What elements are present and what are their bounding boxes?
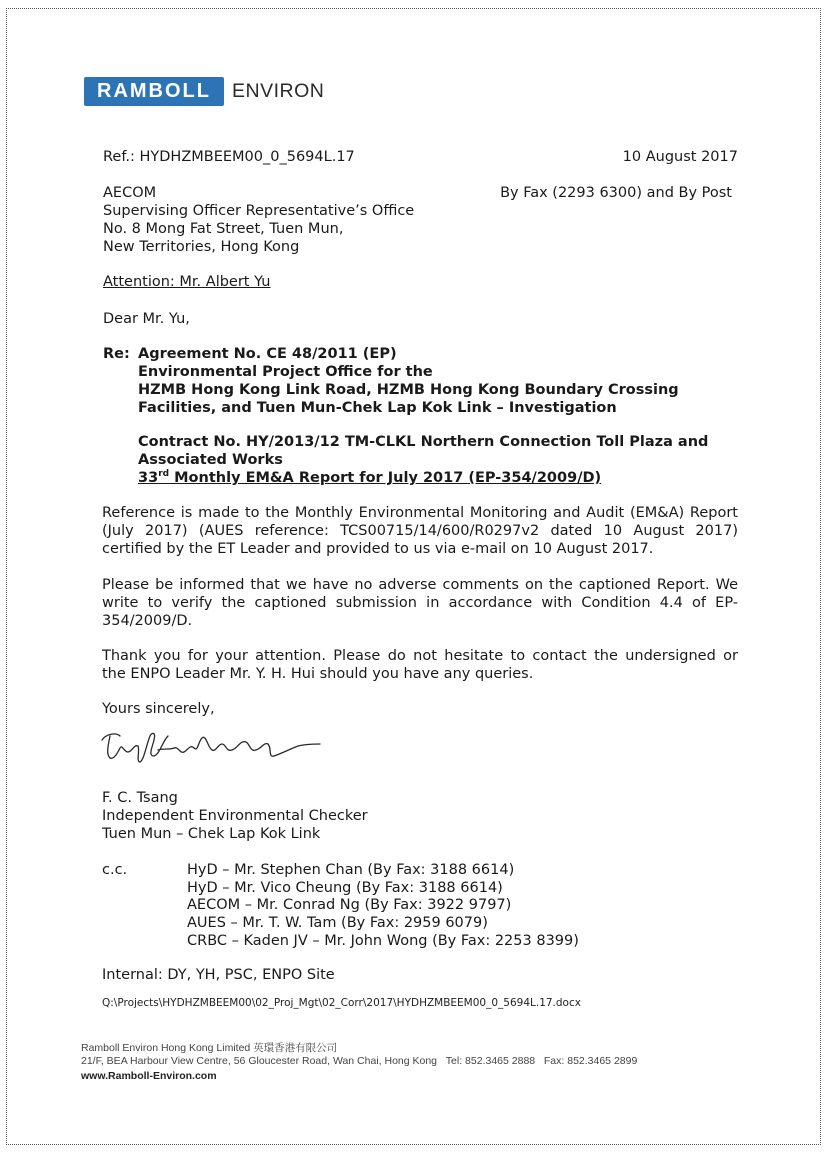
paragraph-comments	[102, 576, 738, 630]
signatory-line: F. C. Tsang	[102, 790, 178, 806]
contract-block	[138, 433, 708, 487]
logo-division: ENVIRON	[232, 80, 325, 102]
subject-line: Environmental Project Office for the	[138, 364, 433, 380]
file-path: Q:\Projects\HYDHZMBEEM00\02_Proj_Mgt\02_Corr\2017\HYDHZMBEEM00_0_5694L.17.docx	[102, 997, 581, 1009]
footer-company: Ramboll Environ Hong Kong Limited 英環香港有限公司	[81, 1042, 338, 1054]
footer-website: www.Ramboll-Environ.com	[81, 1070, 217, 1082]
salutation: Dear Mr. Yu,	[103, 311, 190, 327]
recipient-address	[103, 184, 414, 256]
recipient-line: New Territories, Hong Kong	[103, 239, 300, 255]
paragraph-reference	[102, 504, 738, 558]
recipient-line: AECOM	[103, 185, 157, 201]
contract-line: Associated Works	[138, 452, 283, 468]
cc-entry: AECOM – Mr. Conrad Ng (By Fax: 3922 9797)	[187, 897, 512, 913]
footer-address: 21/F, BEA Harbour View Centre, 56 Gloucester Road, Wan Chai, Hong Kong	[81, 1055, 438, 1067]
letter-date: 10 August 2017	[622, 149, 738, 165]
signatory-line: Independent Environmental Checker	[102, 808, 368, 824]
paragraph-line: certified by the ET Leader and provided to us via e-mail on 10 August 2017.	[102, 541, 654, 557]
recipient-line: Supervising Officer Representative’s Office	[103, 203, 415, 219]
signatory-line: Tuen Mun – Chek Lap Kok Link	[102, 826, 321, 842]
paragraph-line: (July 2017) (AUES reference: TCS00715/14/600/R0297v2 dated 10 August 2017)	[102, 523, 738, 539]
delivery-method: By Fax (2293 6300) and By Post	[500, 185, 732, 201]
paragraph-line: Reference is made to the Monthly Environmental Monitoring and Audit (EM&A) Report	[102, 505, 738, 521]
cc-entry: HyD – Mr. Vico Cheung (By Fax: 3188 6614)	[187, 880, 503, 896]
cc-entry: CRBC – Kaden JV – Mr. John Wong (By Fax: 2253 8399)	[187, 933, 579, 949]
attention-line: Attention: Mr. Albert Yu	[103, 274, 271, 290]
re-label: Re:	[103, 346, 130, 362]
report-number: 33	[138, 470, 159, 486]
logo-brand: RAMBOLL	[97, 80, 211, 102]
cc-entry: HyD – Mr. Stephen Chan (By Fax: 3188 6614)	[187, 862, 515, 878]
subject-block	[138, 345, 679, 417]
report-title-text: Monthly EM&A Report for July 2017 (EP-354/2009/D)	[169, 470, 602, 486]
footer-fax: Fax: 852.3465 2899	[543, 1055, 638, 1067]
contract-line: Contract No. HY/2013/12 TM-CLKL Northern Connection Toll Plaza and	[138, 434, 709, 450]
cc-label: c.c.	[102, 862, 128, 878]
handwritten-signature	[98, 722, 323, 782]
paragraph-line: Please be informed that we have no adverse comments on the captioned Report. We	[102, 577, 738, 593]
subject-line: Facilities, and Tuen Mun-Chek Lap Kok Link – Investigation	[138, 400, 617, 416]
signatory-block	[102, 789, 368, 843]
paragraph-line: Thank you for your attention. Please do not hesitate to contact the undersigned or	[102, 648, 738, 664]
subject-line: HZMB Hong Kong Link Road, HZMB Hong Kong Boundary Crossing	[138, 382, 679, 398]
paragraph-thanks	[102, 647, 738, 683]
paragraph-line: 354/2009/D.	[102, 613, 193, 629]
subject-line: Agreement No. CE 48/2011 (EP)	[138, 346, 397, 362]
report-ordinal: rd	[158, 469, 170, 479]
footer-tel: Tel: 852.3465 2888	[445, 1055, 536, 1067]
internal-distribution: Internal: DY, YH, PSC, ENPO Site	[102, 967, 335, 983]
paragraph-line: the ENPO Leader Mr. Y. H. Hui should you have any queries.	[102, 666, 534, 682]
reference-number: Ref.: HYDHZMBEEM00_0_5694L.17	[103, 149, 355, 165]
ramboll-logo	[84, 77, 224, 106]
cc-entry: AUES – Mr. T. W. Tam (By Fax: 2959 6079)	[187, 915, 488, 931]
paragraph-line: write to verify the captioned submission in accordance with Condition 4.4 of EP-	[102, 595, 738, 611]
closing: Yours sincerely,	[102, 701, 215, 717]
recipient-line: No. 8 Mong Fat Street, Tuen Mun,	[103, 221, 344, 237]
footer-address-line	[81, 1055, 637, 1067]
report-title	[138, 469, 708, 487]
